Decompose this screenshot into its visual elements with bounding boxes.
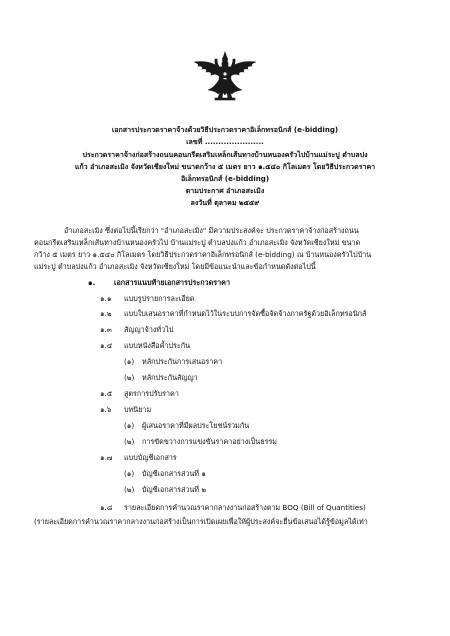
document-title: เอกสารประกวดราคาจ้างด้วยวิธีประกวดราคาอิเล็กทรอนิกส์ (e-bidding) xyxy=(111,125,339,134)
subitem-number: (๒) xyxy=(124,485,135,494)
subitem-number: (๑) xyxy=(124,421,135,430)
subitem-text: การขัดขวางการแข่งขันราคาอย่างเป็นธรรม xyxy=(142,437,278,446)
subitem-text: หลักประกันสัญญา xyxy=(142,373,198,382)
subitem-number: (๒) xyxy=(124,437,135,446)
item-text: แบบหนังสือค้ำประกัน xyxy=(124,341,191,350)
subject-line-1: ประกวดราคาจ้างก่อสร้างถนนคอนกรีตเสริมเหล็กเส้นทางบ้านหนองครัวไปบ้านแม่ระปู ตำบลปง xyxy=(82,150,368,159)
subitem-number: (๑) xyxy=(124,469,135,478)
intro-line-3: กว้าง ๕ เมตร ยาว ๑.๕๔๐ กิโลเมตร โดยวิธีประกวดราคาอิเล็กทรอนิกส์ (e-bidding) ณ บ้านหนองครัวไปบ้าน xyxy=(34,250,372,259)
section-number: ๑. xyxy=(88,278,96,287)
subject-line-2: แก้ว อำเภอสะเมิง จังหวัดเชียงใหม่ ขนาดกว้าง ๕ เมตร ยาว ๑.๕๔๐ กิโลเมตร โดยวิธีประกวดราคา xyxy=(74,162,376,171)
item-text: บทนิยาม xyxy=(124,405,152,414)
item-number: ๑.๘ xyxy=(100,503,113,512)
item-text: รายละเอียดการคำนวณราคากลางงานก่อสร้างตาม BOQ (Bill of Quantities) xyxy=(124,503,366,512)
item-text: แบบรูปรายการละเอียด xyxy=(124,294,195,303)
subitem-text: บัญชีเอกสารส่วนที่ ๑ xyxy=(142,469,206,478)
continuation-line: (รายละเอียดการคำนวณราคากลางงานก่อสร้างเป็นการเปิดเผยเพื่อให้ผู้ประสงค์จะยื่นข้อเสนอได้รู้ข้อมูลได้เท่า xyxy=(34,517,368,526)
announcement-line: ตามประกาศ อำเภอสะเมิง xyxy=(185,186,265,195)
item-text: แบบบัญชีเอกสาร xyxy=(124,453,177,462)
subitem-text: หลักประกันการเสนอราคา xyxy=(142,357,223,366)
item-text: สูตรการปรับราคา xyxy=(124,389,179,398)
intro-line-4: แม่ระปู ตำบลปงแก้ว อำเภอสะเมิง จังหวัดเชียงใหม่ โดยมีข้อแนะนำและข้อกำหนดดังต่อไปนี้ xyxy=(34,262,316,271)
subitem-text: บัญชีเอกสารส่วนที่ ๒ xyxy=(142,485,207,494)
garuda-emblem-icon xyxy=(188,50,262,102)
section-heading: เอกสารแนบท้ายเอกสารประกวดราคา xyxy=(114,278,230,287)
item-number: ๑.๓ xyxy=(100,325,112,334)
item-number: ๑.๗ xyxy=(100,453,113,462)
subitem-number: (๒) xyxy=(124,373,135,382)
intro-line-1: อำเภอสะเมิง ซึ่งต่อไปนี้เรียกว่า "อำเภอสะเมิง" มีความประสงค์จะ ประกวดราคาจ้างก่อสร้างถนน xyxy=(64,226,359,235)
item-number: ๑.๒ xyxy=(100,309,112,318)
date-line: ลงวันที่ ตุลาคม ๒๕๕๙ xyxy=(190,198,260,207)
item-text: แบบใบเสนอราคาที่กำหนดไว้ในระบบการจัดซื้อจัดจ้างภาครัฐด้วยอิเล็กทรอนิกส์ xyxy=(124,309,367,318)
item-text: สัญญาจ้างทั่วไป xyxy=(124,325,174,334)
item-number: ๑.๑ xyxy=(100,294,112,303)
subitem-text: ผู้เสนอราคาที่มีผลประโยชน์ร่วมกัน xyxy=(142,421,250,430)
intro-line-2: คอนกรีตเสริมเหล็กเส้นทางบ้านหนองครัวไป บ้านแม่ระปู ตำบลปงแก้ว อำเภอสะเมิง จังหวัดเชียงใหม่ ขนาด xyxy=(34,238,361,247)
subitem-number: (๑) xyxy=(124,357,135,366)
item-number: ๑.๔ xyxy=(100,341,113,350)
subject-line-3: อิเล็กทรอนิกส์ (e-bidding) xyxy=(180,174,270,183)
item-number: ๑.๖ xyxy=(100,405,112,414)
document-number: เลขที่ ...................... xyxy=(186,137,264,146)
item-number: ๑.๕ xyxy=(100,389,113,398)
